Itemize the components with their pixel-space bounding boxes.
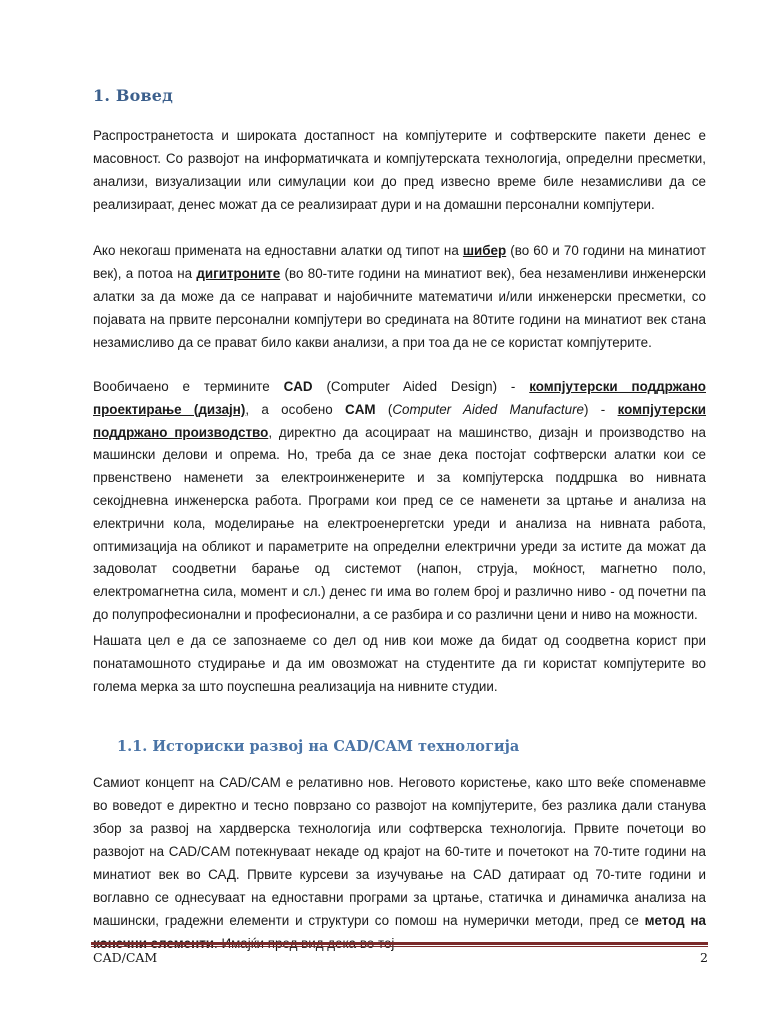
term-fem: метод на bbox=[644, 913, 706, 928]
paragraph-1: Распространетоста и широката достапност на компјутерите и софтверските пакети денес е масовност. Со развојот на информатичката и компјутерската технологија, определни пресметки, анализи, визуализации или симулации кои до пред извесно време биле незамисливи да се реализираат, денес можат да се реализираат дури и на домашни персонални компјутери. bbox=[93, 128, 706, 212]
paragraph-3-text-e: , а особено bbox=[245, 401, 346, 417]
term-digitroni: дигитроните bbox=[196, 266, 281, 281]
paragraph-3-text-i: ) - bbox=[584, 401, 618, 417]
paragraph-3-text-a: Вообичаено е термините bbox=[93, 379, 284, 394]
paragraph-3-text-g: ( bbox=[375, 401, 393, 417]
term-cad-definition: компјутерски поддржано проектирање (дизајн) bbox=[93, 379, 706, 417]
term-cam-english: Computer Aided Manufacture bbox=[392, 401, 584, 417]
term-shiber: шибер bbox=[462, 243, 507, 258]
paragraph-2-text-a: Ако некогаш примената на едноставни алатки од типот на bbox=[93, 243, 463, 258]
page-number: 2 bbox=[700, 950, 708, 965]
paragraph-2-text-c: (во 60 и 70 години на минатиот век), а потоа на bbox=[93, 243, 706, 281]
paragraph-5 bbox=[93, 771, 706, 955]
footer-title: CAD/CAM bbox=[93, 950, 158, 965]
term-cam: CAM bbox=[345, 401, 376, 417]
paragraph-4: Нашата цел е да се запознаеме со дел од нив кои може да бидат од соодветна корист при понатамошното студирање и да им овозможат на студентите да ги користат компјутерите во голема мерка за што поуспешна реализација на нивните студии. bbox=[93, 633, 706, 694]
paragraph-5-text-a: Самиот концепт на CAD/CAM е релативно нов. Неговото користење, како што веќе споменавме во воведот е директно и тесно поврзано со развојот на компјутерите, без разлика дали станува збор за развој на хардверска технологија или софтверска технологија. Првите почетоци во развојот на CAD/CAM потекнуваат некаде од крајот на 60-тите и почетокот на 70-тите години на минатиот век во САД. Првите курсеви за изучување на CAD датираат од 70-тите години и воглавно се однесуваат на едноставни програми за цртање, статичка и динамичка анализа на машински, градежни елементи и структури со помош на нумерички методи, пред се bbox=[93, 775, 706, 928]
section-heading: 1. Вовед bbox=[93, 86, 174, 105]
paragraph-3 bbox=[93, 376, 706, 627]
paragraph-3-text-k: , директно да асоцираат на машинство, дизајн и производство на машински делови и опрема. Но, треба да се знае дека постојат софтверски алатки кои се првенствено наменети за електроинженерите и за компјутерска поддршка во нивната секојдневна инженерска работа. Програми кои пред се се наменети за цртање и анализа на електрични кола, моделирање на електроенергетски уреди и анализа на нивната работа, оптимизација на обликот и параметрите на определни електрични уреди за истите да можат да задоволат соодветни барање од системот (напон, струја, моќност, магнетно поло, електромагнетна сила, момент и сл.) денес ги има во голем број и различно ниво - од почетни па до полупрофесионални и професионални, а се разбира и со различни цени и ниво на можности. bbox=[93, 424, 706, 622]
term-cad: CAD bbox=[283, 379, 313, 394]
paragraph-3-text-c: (Computer Aided Design) - bbox=[312, 379, 530, 394]
term-cam-definition: компјутерски поддржано производство bbox=[93, 401, 707, 440]
paragraph-2 bbox=[93, 239, 706, 354]
paragraph-2-text-e: (во 80-тите години на минатиот век), беа незаменливи инженерски алатки за да може да се направат и најобичните математичи и/или инженерски пресметки, со појавата на првите персонални компјутери во средината на 80тите години на минатиот век стана незамисливо да се прават било какви анализи, а при тоа да не се користат компјутерите. bbox=[93, 266, 706, 350]
footer-divider-thin bbox=[91, 946, 708, 947]
footer-divider bbox=[91, 942, 708, 945]
subsection-heading: 1.1. Историски развој на CAD/CAM технологија bbox=[117, 738, 520, 755]
